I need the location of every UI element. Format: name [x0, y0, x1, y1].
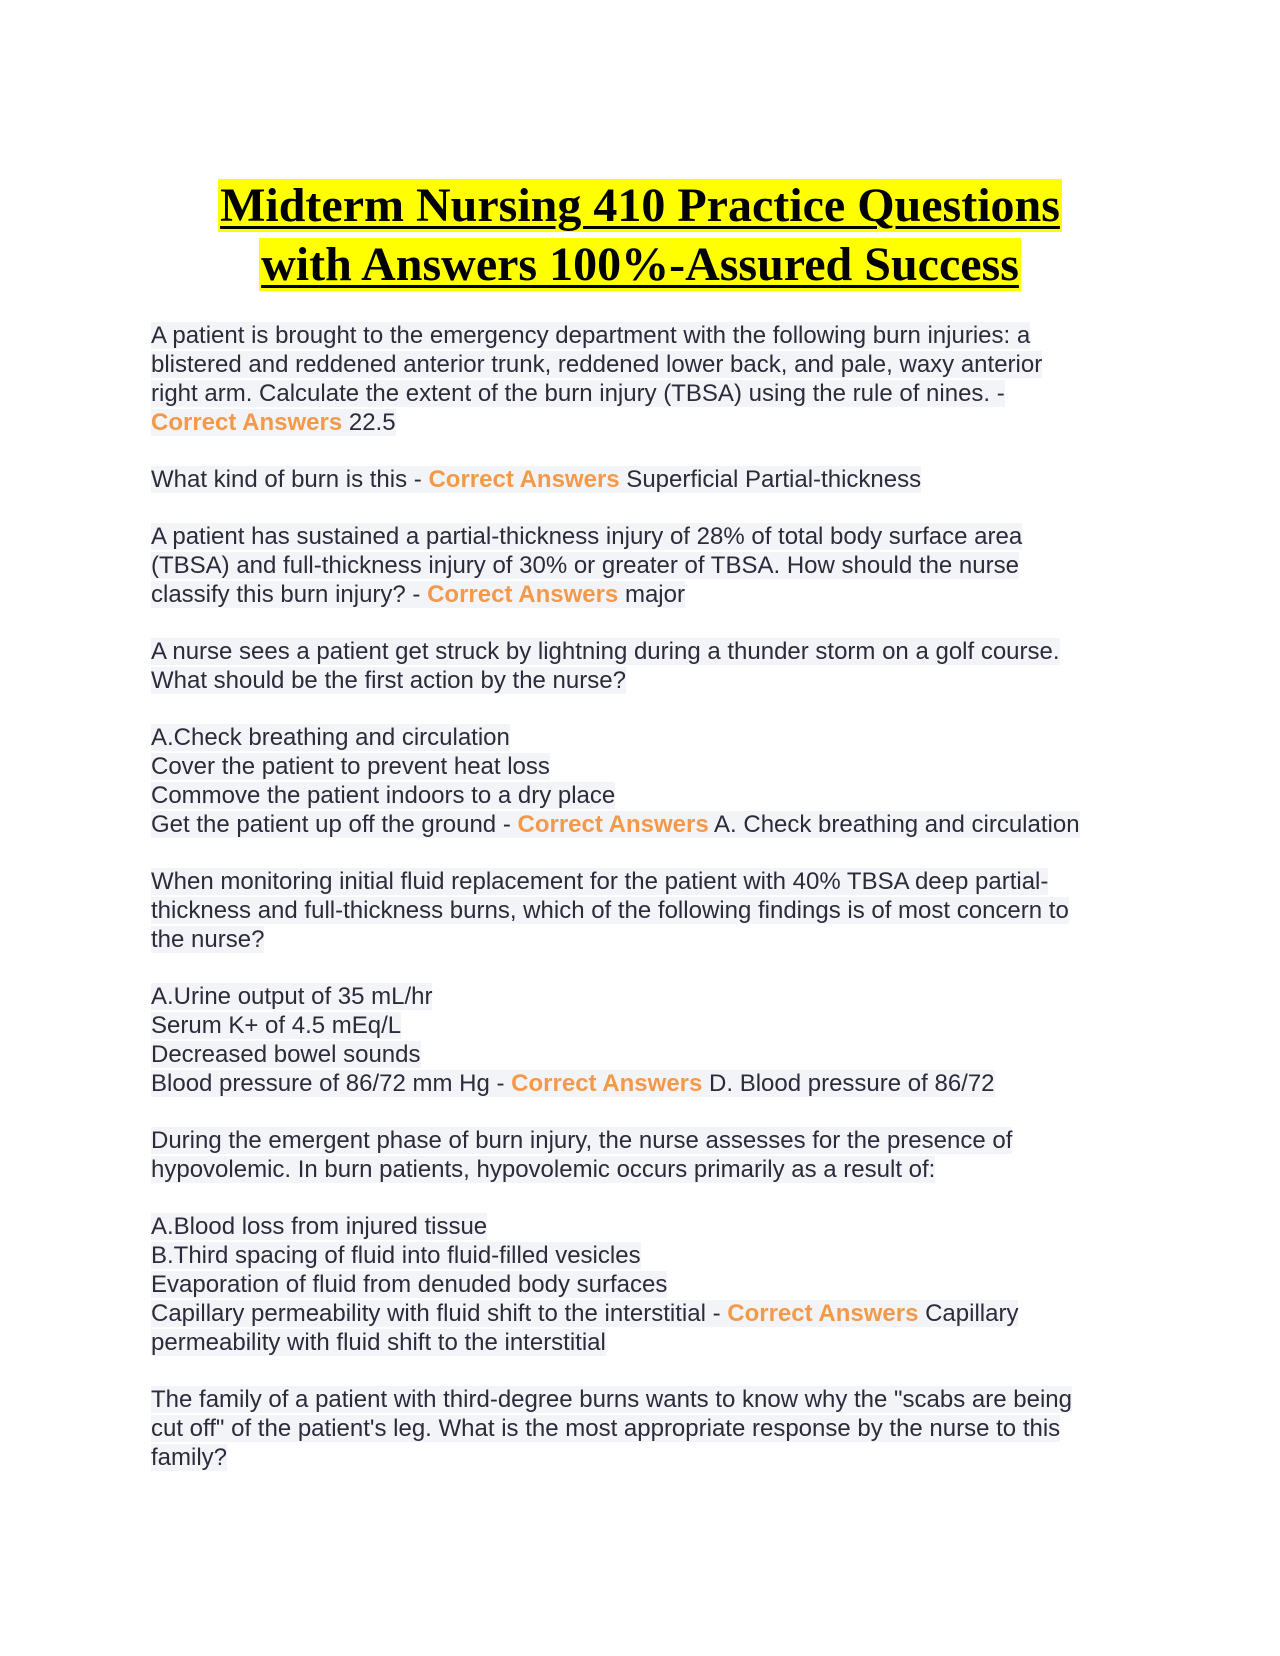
question-4: [151, 637, 1151, 695]
correct-answers-label: Correct Answers: [727, 1300, 919, 1327]
option-text: Serum K+ of 4.5 mEq/L: [151, 1012, 402, 1039]
option-text: Evaporation of fluid from denuded body surfaces: [151, 1271, 668, 1298]
question-2: [151, 465, 1151, 494]
title-line-1: Midterm Nursing 410 Practice Questions: [220, 179, 1060, 232]
option-text: Get the patient up off the ground -: [151, 811, 518, 838]
answer-text: permeability with fluid shift to the interstitial: [151, 1329, 606, 1356]
question-4-options: [151, 723, 1151, 839]
correct-answers-label: Correct Answers: [511, 1070, 703, 1097]
correct-answers-label: Correct Answers: [517, 811, 709, 838]
answer-text: A. Check breathing and circulation: [708, 811, 1080, 838]
option-text: Capillary permeability with fluid shift to the interstitial -: [151, 1300, 728, 1327]
question-text: hypovolemic. In burn patients, hypovolemic occurs primarily as a result of:: [151, 1156, 936, 1183]
answer-text: D. Blood pressure of 86/72: [702, 1070, 995, 1097]
answer-text: 22.5: [342, 409, 396, 436]
option-text: B.Third spacing of fluid into fluid-filled vesicles: [151, 1242, 641, 1269]
question-6: [151, 1126, 1151, 1184]
question-text: What should be the first action by the nurse?: [151, 667, 626, 694]
question-text: blistered and reddened anterior trunk, reddened lower back, and pale, waxy anterior: [151, 351, 1043, 378]
question-text: cut off" of the patient's leg. What is the most appropriate response by the nurse to this: [151, 1415, 1061, 1442]
question-7: [151, 1385, 1151, 1472]
question-text: thickness and full-thickness burns, which of the following findings is of most concern to: [151, 897, 1069, 924]
correct-answers-label: Correct Answers: [151, 409, 343, 436]
option-text: Commove the patient indoors to a dry place: [151, 782, 616, 809]
question-text: When monitoring initial fluid replacement for the patient with 40% TBSA deep partial-: [151, 868, 1049, 895]
question-text: During the emergent phase of burn injury, the nurse assesses for the presence of: [151, 1127, 1013, 1154]
option-text: A.Blood loss from injured tissue: [151, 1213, 488, 1240]
question-text: (TBSA) and full-thickness injury of 30% or greater of TBSA. How should the nurse: [151, 552, 1019, 579]
question-list: [151, 321, 1151, 1500]
answer-text: Capillary: [918, 1300, 1019, 1327]
answer-text: Superficial Partial-thickness: [619, 466, 922, 493]
question-text: classify this burn injury? -: [151, 581, 428, 608]
correct-answers-label: Correct Answers: [428, 466, 620, 493]
correct-answers-label: Correct Answers: [427, 581, 619, 608]
question-text: A nurse sees a patient get struck by lightning during a thunder storm on a golf course.: [151, 638, 1060, 665]
question-3: [151, 522, 1151, 609]
question-5: [151, 867, 1151, 954]
answer-text: major: [618, 581, 685, 608]
question-text: A patient has sustained a partial-thickness injury of 28% of total body surface area: [151, 523, 1023, 550]
question-text: the nurse?: [151, 926, 265, 953]
question-text: A patient is brought to the emergency department with the following burn injuries: a: [151, 322, 1031, 349]
question-text: family?: [151, 1444, 228, 1471]
question-1: [151, 321, 1151, 437]
title-line-2: with Answers 100%-Assured Success: [261, 238, 1019, 291]
question-6-options: [151, 1212, 1151, 1357]
option-text: A.Urine output of 35 mL/hr: [151, 983, 433, 1010]
option-text: A.Check breathing and circulation: [151, 724, 510, 751]
option-text: Blood pressure of 86/72 mm Hg -: [151, 1070, 512, 1097]
question-5-options: [151, 982, 1151, 1098]
question-text: The family of a patient with third-degree burns wants to know why the "scabs are being: [151, 1386, 1072, 1413]
option-text: Cover the patient to prevent heat loss: [151, 753, 550, 780]
question-text: What kind of burn is this -: [151, 466, 429, 493]
question-text: right arm. Calculate the extent of the burn injury (TBSA) using the rule of nines. -: [151, 380, 1005, 407]
option-text: Decreased bowel sounds: [151, 1041, 421, 1068]
document-title: [0, 176, 1280, 294]
